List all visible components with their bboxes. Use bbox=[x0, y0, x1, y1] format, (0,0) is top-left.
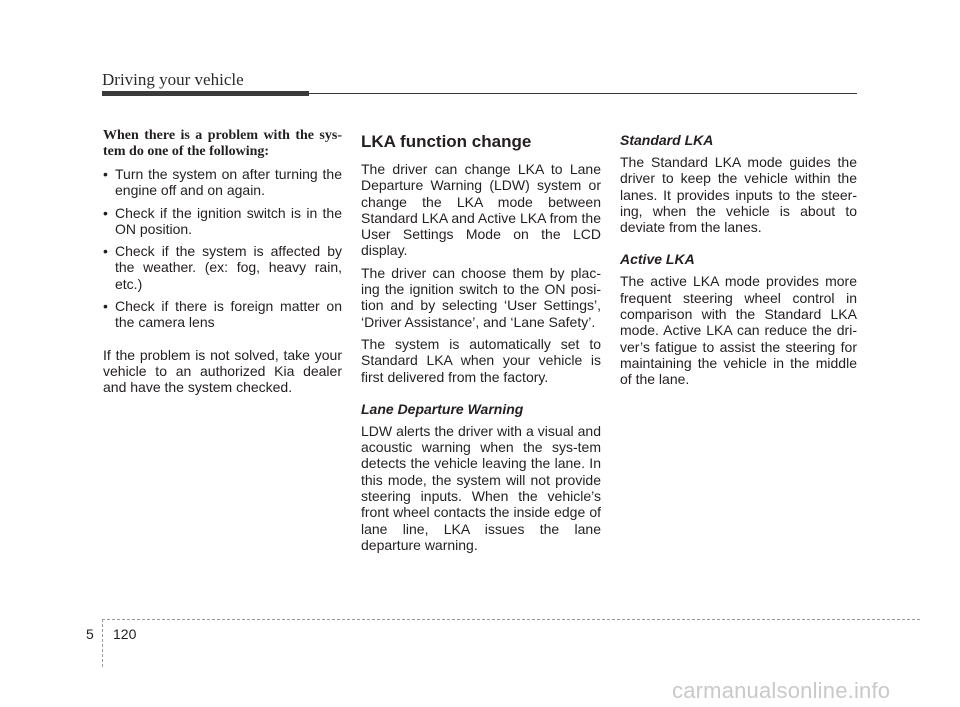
list-item: • Check if the system is affected by the weather. (ex: fog, heavy rain, etc.) bbox=[103, 243, 342, 292]
right-column bbox=[620, 128, 857, 394]
troubleshoot-list bbox=[103, 166, 342, 331]
footer-rule bbox=[102, 619, 920, 620]
bullet-icon: • bbox=[103, 204, 108, 221]
paragraph: The driver can choose them by plac-ing the ignition switch to the ON posi-tion and by selecting ‘User Settings’, ‘Driver Assistance’, and ‘Lane Safety’. bbox=[361, 264, 601, 330]
left-column bbox=[103, 128, 342, 402]
list-item: • Check if there is foreign matter on the camera lens bbox=[103, 298, 342, 331]
ldw-paragraph: LDW alerts the driver with a visual and acoustic warning when the sys-tem detects the vehicle leaving the lane. In this mode, the system will not provide steering inputs. When the vehicle’s front wheel contacts the inside edge of lane line, LKA issues the lane departure warning. bbox=[361, 422, 601, 553]
watermark: carmanualsonline.info bbox=[672, 678, 891, 703]
chapter-number: 5 bbox=[86, 626, 94, 642]
page-number: 120 bbox=[113, 626, 137, 642]
lka-function-heading: LKA function change bbox=[361, 132, 532, 151]
active-lka-heading: Active LKA bbox=[620, 251, 695, 268]
bullet-icon: • bbox=[103, 298, 108, 315]
closing-paragraph: If the problem is not solved, take your vehicle to an authorized Kia dealer and have the system checked. bbox=[103, 346, 342, 396]
middle-column bbox=[361, 128, 601, 559]
active-lka-paragraph: The active LKA mode provides more frequent steering wheel control in comparison with the Standard LKA mode. Active LKA can reduce the dri-ver’s fatigue to assist the steering for maintaining the vehicle in the middle of the lane. bbox=[620, 273, 857, 388]
problem-intro: When there is a problem with the sys-tem do one of the following: bbox=[103, 128, 342, 159]
bullet-icon: • bbox=[103, 166, 108, 182]
header-rule-thin bbox=[309, 93, 857, 94]
section-title: Driving your vehicle bbox=[102, 70, 244, 89]
bullet-icon: • bbox=[103, 243, 108, 260]
list-item: • Turn the system on after turning the engine off and on again. bbox=[103, 166, 342, 199]
header-rule-thick bbox=[102, 91, 309, 96]
footer-divider bbox=[102, 619, 103, 667]
list-item: • Check if the ignition switch is in the ON position. bbox=[103, 204, 342, 237]
paragraph: The driver can change LKA to Lane Departure Warning (LDW) system or change the LKA mode between Standard LKA and Active LKA from the User Settings Mode on the LCD display. bbox=[361, 161, 601, 259]
standard-lka-paragraph: The Standard LKA mode guides the driver to keep the vehicle within the lanes. It provides inputs to the steer-ing, when the vehicle is about to deviate from the lanes. bbox=[620, 154, 857, 236]
standard-lka-heading: Standard LKA bbox=[620, 132, 714, 148]
paragraph: The system is automatically set to Standard LKA when your vehicle is first delivered from the factory. bbox=[361, 335, 601, 385]
ldw-subheading: Lane Departure Warning bbox=[361, 400, 524, 417]
